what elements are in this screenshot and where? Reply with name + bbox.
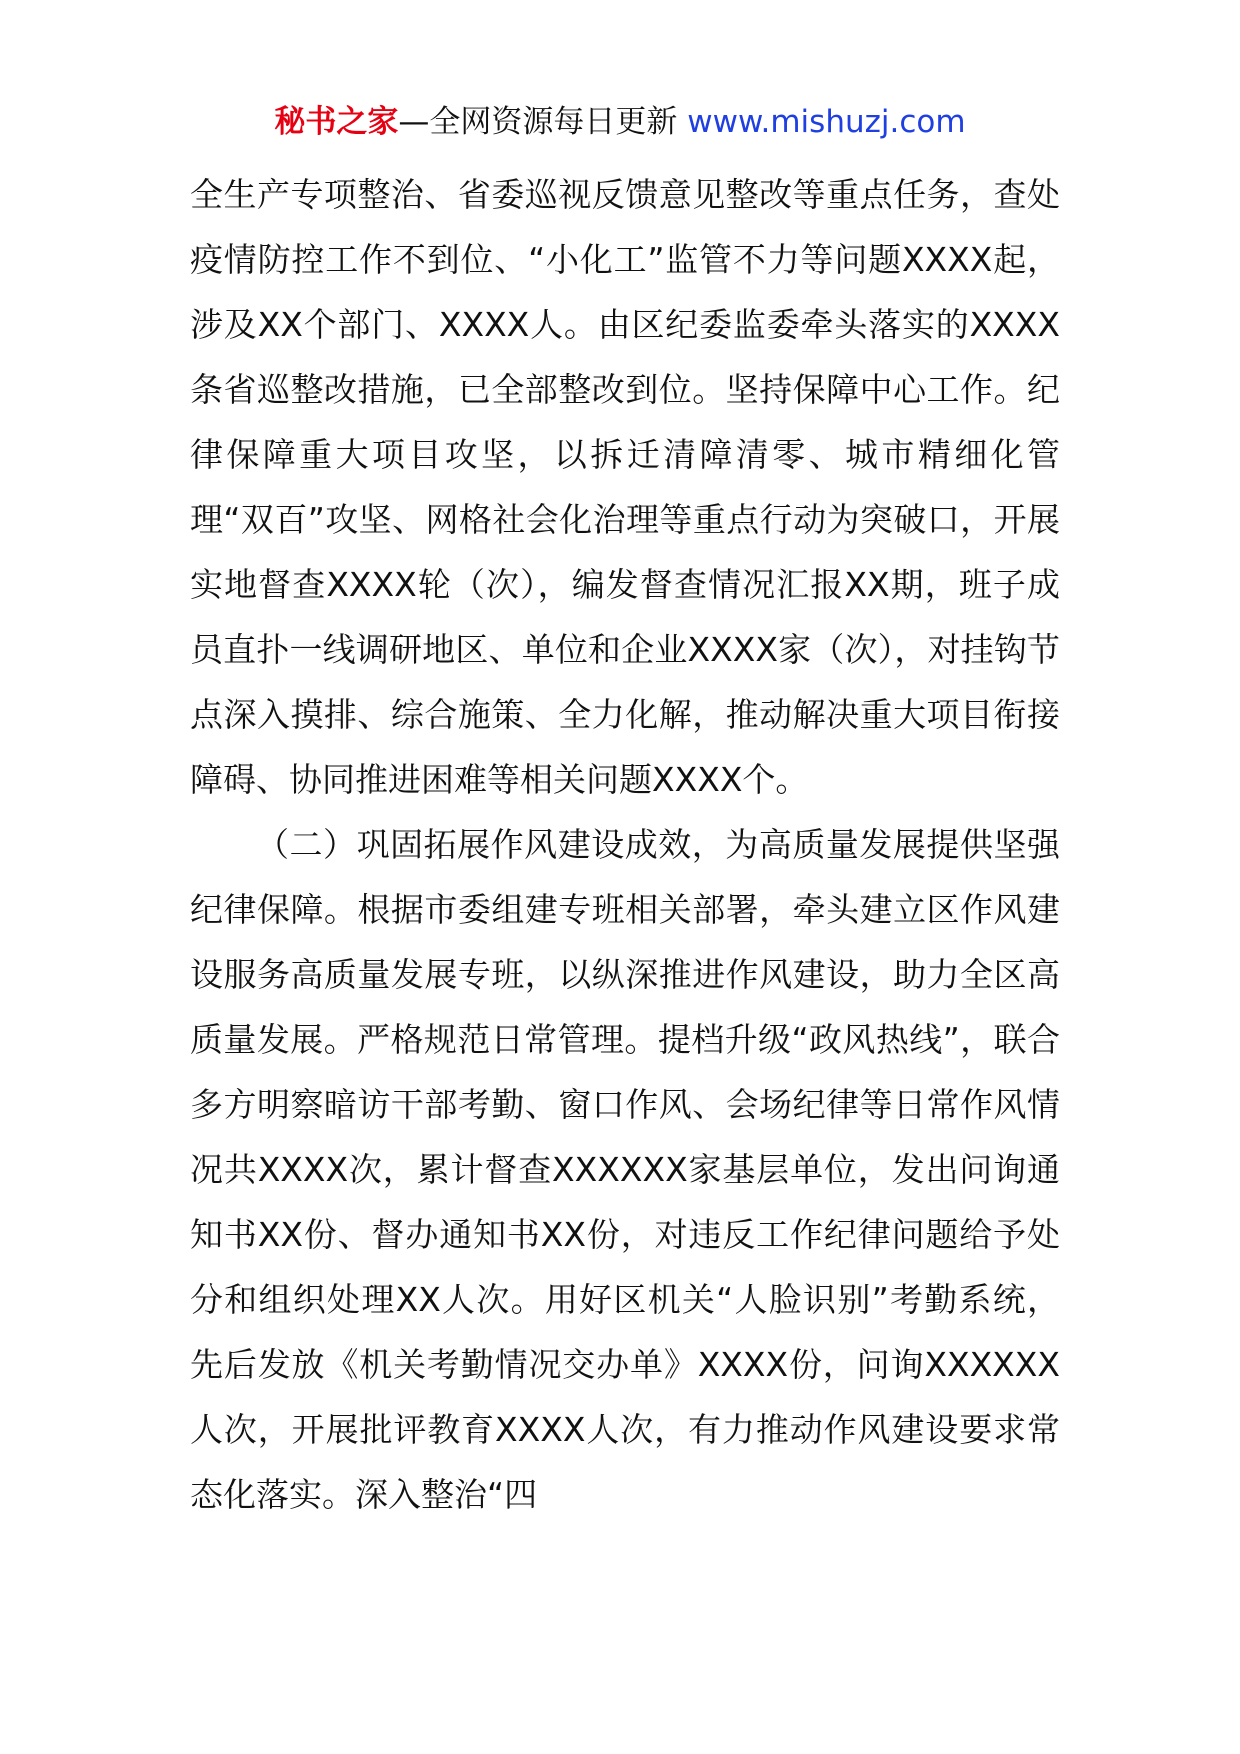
document-body (190, 162, 1060, 1527)
website-link[interactable]: www.mishuzj.com (687, 104, 966, 140)
paragraph-continued: 全生产专项整治、省委巡视反馈意见整改等重点任务，查处疫情防控工作不到位、“小化工”监管不力等问题XXXX起，涉及XX个部门、XXXX人。由区纪委监委牵头落实的XXXX条省巡整改措施，已全部整改到位。坚持保障中心工作。纪律保障重大项目攻坚，以拆迁清障清零、城市精细化管理“双百”攻坚、网格社会化治理等重点行动为突破口，开展实地督查XXXX轮（次），编发督查情况汇报XX期，班子成员直扑一线调研地区、单位和企业XXXX家（次），对挂钩节点深入摸排、综合施策、全力化解，推动解决重大项目衔接障碍、协同推进困难等相关问题XXXX个。 (190, 175, 1060, 799)
brand-name: 秘书之家 (274, 104, 399, 140)
watermark-header (0, 100, 1240, 144)
header-tagline: —全网资源每日更新 (398, 104, 688, 140)
paragraph-section-two: （二）巩固拓展作风建设成效，为高质量发展提供坚强纪律保障。根据市委组建专班相关部署，牵头建立区作风建设服务高质量发展专班，以纵深推进作风建设，助力全区高质量发展。严格规范日常管理。提档升级“政风热线”，联合多方明察暗访干部考勤、窗口作风、会场纪律等日常作风情况共XXXX次，累计督查XXXXXX家基层单位，发出问询通知书XX份、督办通知书XX份，对违反工作纪律问题给予处分和组织处理XX人次。用好区机关“人脸识别”考勤系统，先后发放《机关考勤情况交办单》XXXX份，问询XXXXXX人次，开展批评教育XXXX人次，有力推动作风建设要求常态化落实。深入整治“四 (190, 825, 1060, 1514)
